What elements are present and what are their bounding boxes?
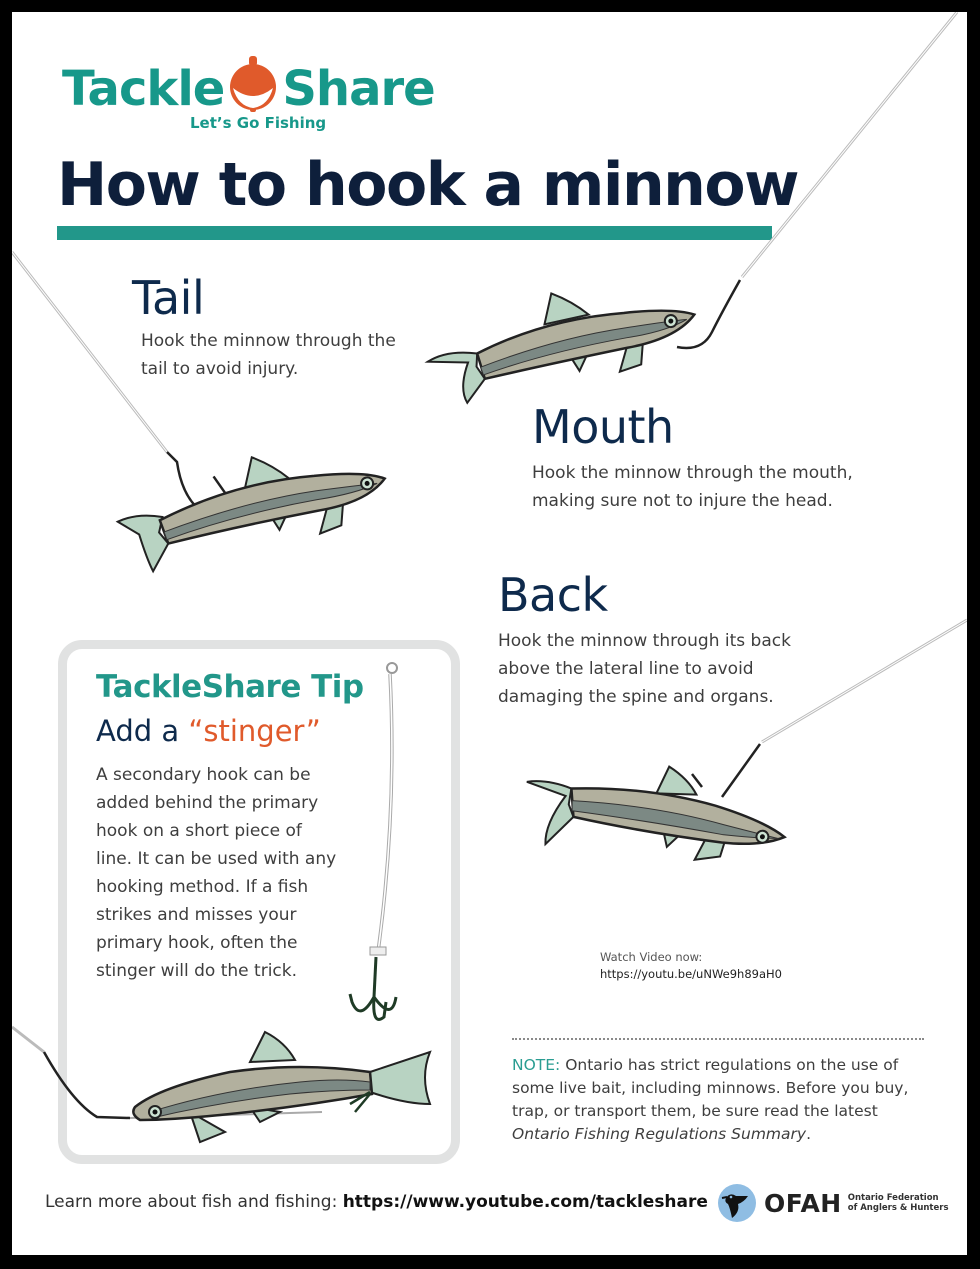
ofah-name-line: of Anglers & Hunters: [847, 1203, 949, 1213]
poster-page: [12, 12, 967, 1255]
mouth-heading: Mouth: [532, 400, 674, 454]
youtube-channel-link[interactable]: https://www.youtube.com/tackleshare: [342, 1192, 708, 1212]
tail-heading: Tail: [132, 271, 205, 325]
ofah-acronym: OFAH: [764, 1188, 842, 1218]
note-label: NOTE:: [512, 1056, 561, 1074]
back-description-line: damaging the spine and organs.: [498, 687, 774, 707]
video-label: Watch Video now:: [600, 950, 703, 964]
note-end: .: [806, 1125, 812, 1143]
tip-body-line: stinger will do the trick.: [96, 961, 298, 981]
video-link[interactable]: https://youtu.be/uNWe9h89aH0: [600, 967, 782, 981]
stinger-rig: [350, 663, 397, 1020]
logo-word-share: Share: [282, 61, 435, 117]
tail-description-line: Hook the minnow through the: [141, 331, 396, 351]
back-description-line: above the lateral line to avoid: [498, 659, 754, 679]
page-title: How to hook a minnow: [57, 150, 799, 220]
tip-body-line: strikes and misses your: [96, 905, 297, 925]
note-text: Ontario has strict regulations on the use of some live bait, including minnows. Before you buy, trap, or transport them, be sure read the latest: [512, 1056, 909, 1120]
regulations-summary-reference: Ontario Fishing Regulations Summary: [512, 1125, 807, 1143]
dotted-divider: [512, 1038, 924, 1040]
regulations-note: [512, 1054, 932, 1146]
back-description-line: Hook the minnow through its back: [498, 631, 791, 651]
logo-word-tackle: Tackle: [62, 61, 225, 117]
tip-body-line: line. It can be used with any: [96, 849, 337, 869]
tip-subtitle-accent: “stinger”: [188, 714, 321, 748]
logo-tagline: Let’s Go Fishing: [190, 114, 327, 132]
treble-hook-icon: [350, 957, 396, 1020]
ofah-full-name: [848, 1193, 949, 1213]
ofah-logo: [718, 1184, 949, 1222]
tip-subtitle-prefix: Add a: [96, 714, 189, 748]
tip-title: TackleShare Tip: [96, 669, 364, 705]
mouth-description-line: making sure not to injure the head.: [532, 491, 833, 511]
tip-body-line: A secondary hook can be: [96, 765, 311, 785]
tip-body-line: hook on a short piece of: [96, 821, 302, 841]
video-block: [600, 949, 782, 983]
tip-body-line: primary hook, often the: [96, 933, 298, 953]
back-heading: Back: [498, 568, 608, 622]
minnow-with-stinger: [133, 1032, 430, 1142]
ofah-name-line: Ontario Federation: [847, 1193, 939, 1203]
mouth-description-line: Hook the minnow through the mouth,: [532, 463, 853, 483]
footer: [45, 1192, 708, 1212]
footer-text: Learn more about fish and fishing:: [45, 1192, 343, 1212]
tip-body-line: hooking method. If a fish: [96, 877, 309, 897]
tail-description-line: tail to avoid injury.: [141, 359, 299, 379]
loon-icon: [718, 1184, 756, 1222]
tip-body-line: added behind the primary: [96, 793, 319, 813]
